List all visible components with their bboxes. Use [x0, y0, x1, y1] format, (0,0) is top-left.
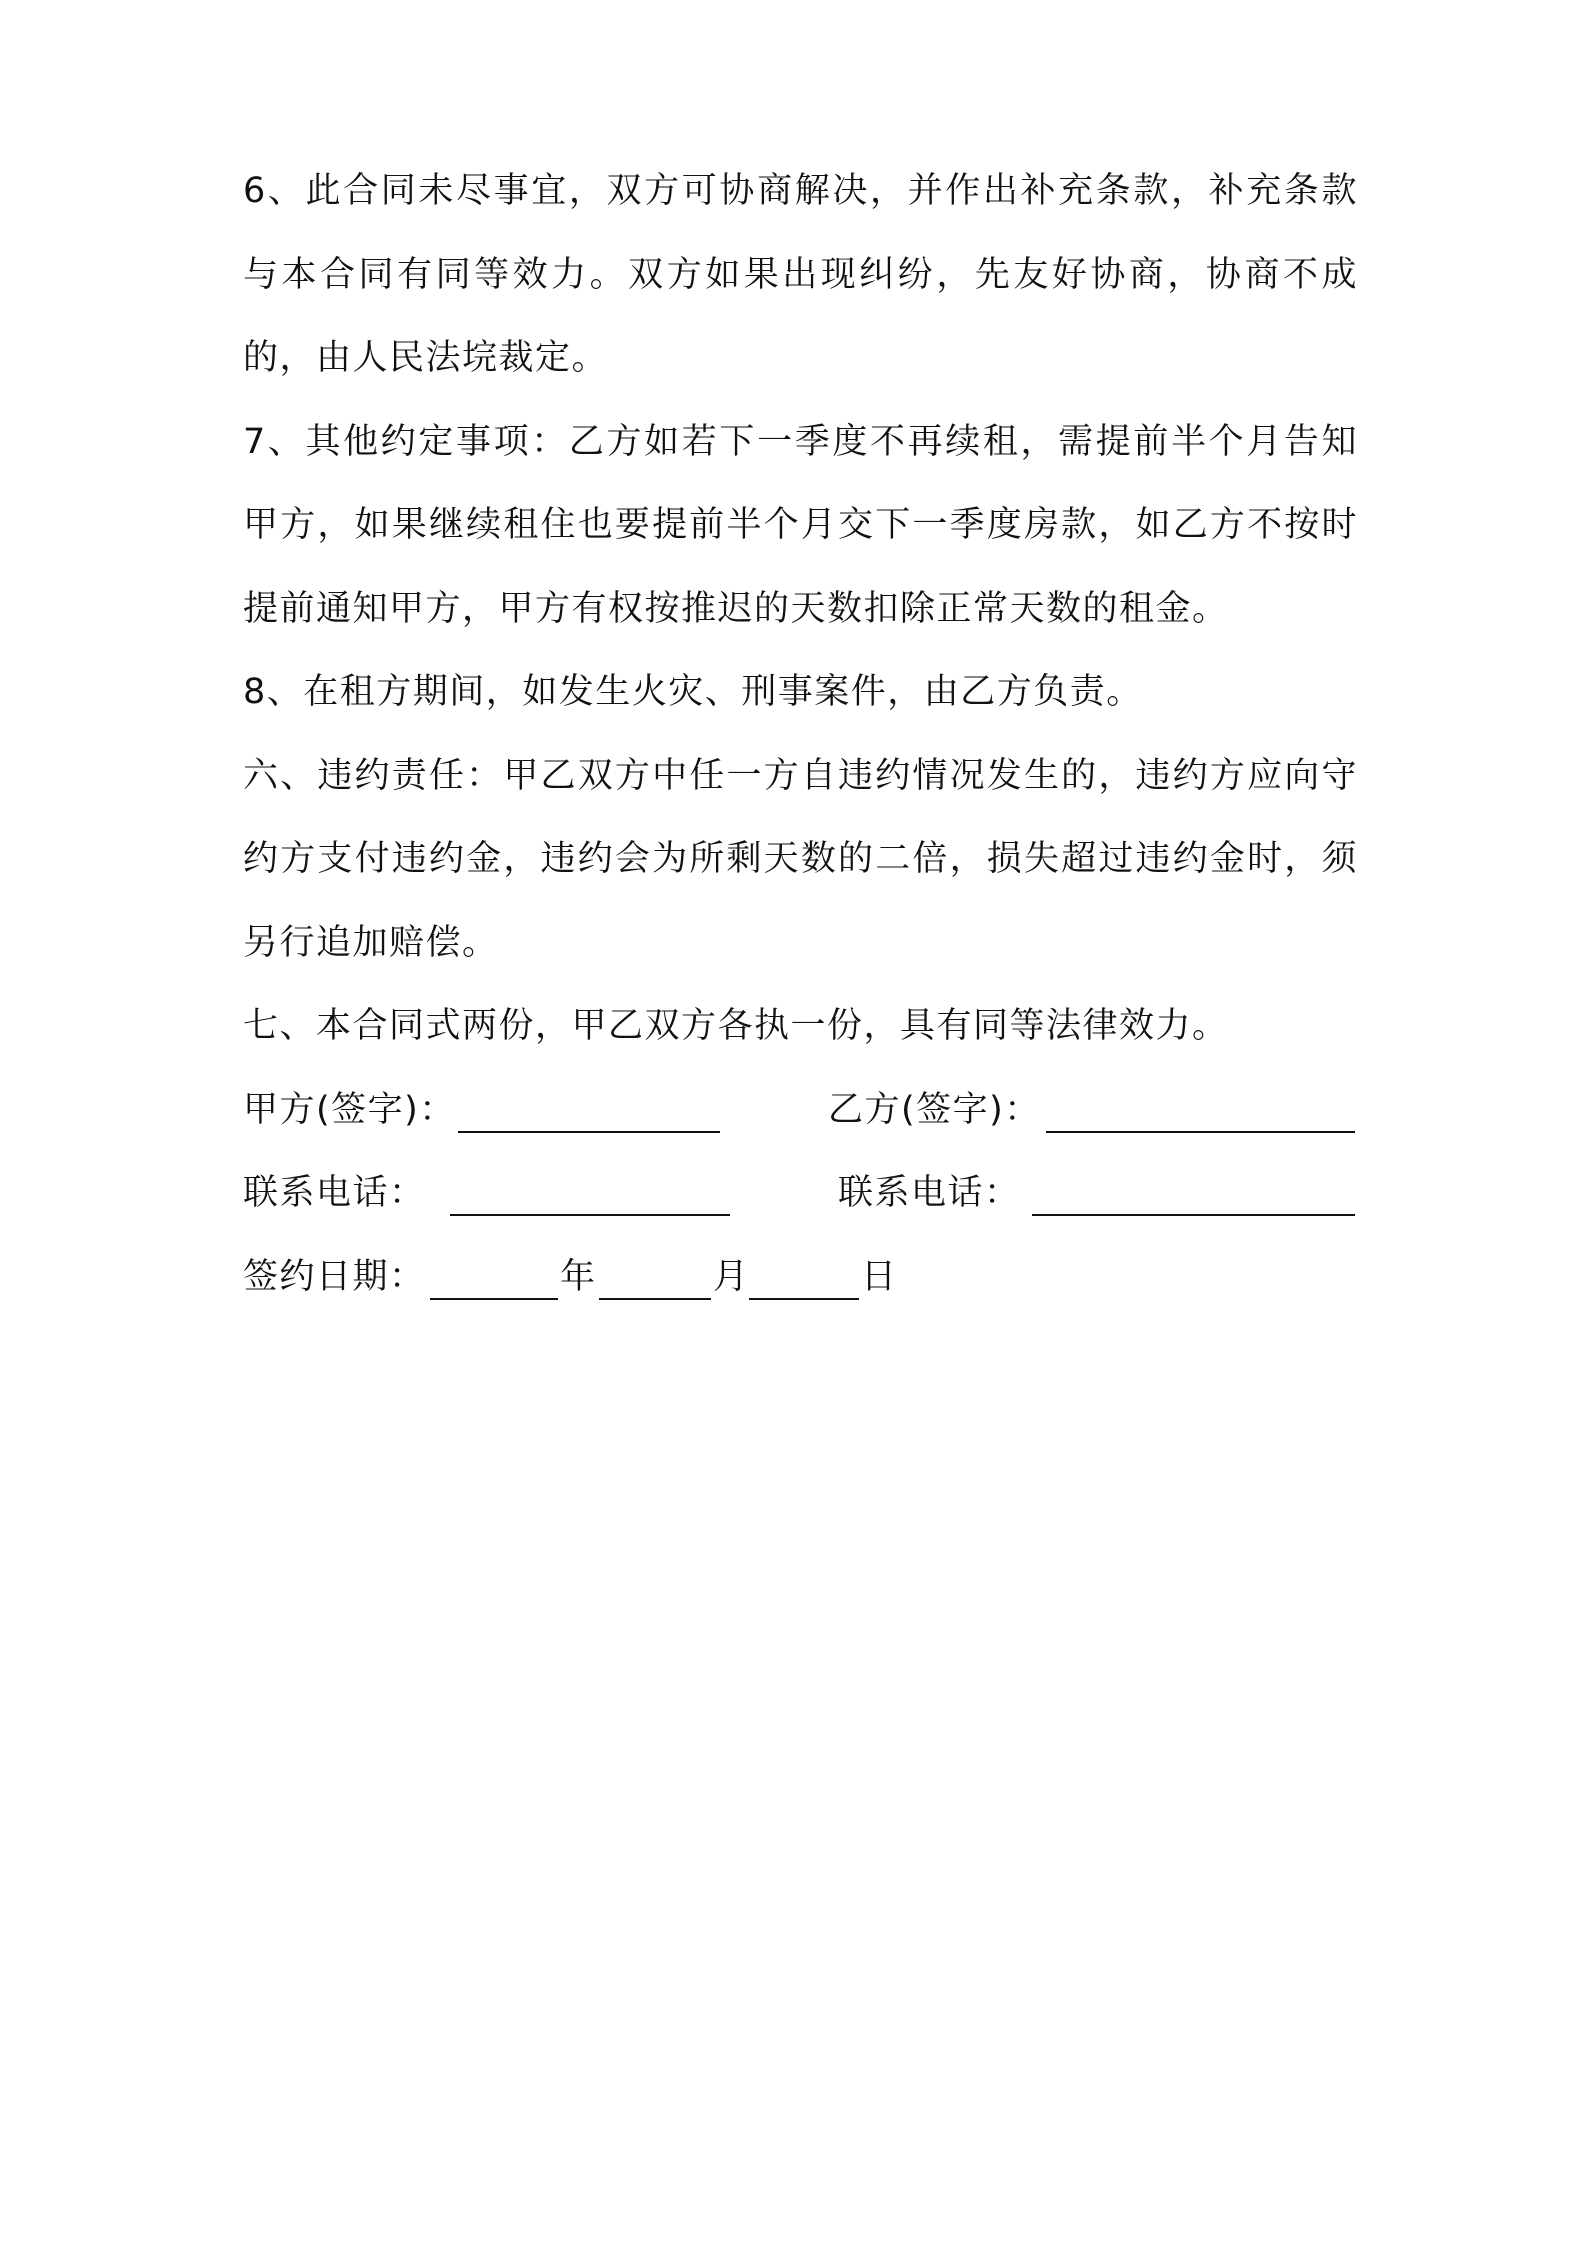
party-b-signature-line[interactable]: [1046, 1131, 1355, 1133]
party-b-phone-label: 联系电话：: [838, 1173, 1021, 1213]
phone-row: [243, 1152, 1358, 1236]
party-a-signature-label: 甲方(签字)：: [243, 1089, 456, 1130]
month-unit: 月: [713, 1256, 750, 1297]
month-line[interactable]: [599, 1298, 711, 1300]
party-a-phone-label: 联系电话：: [243, 1173, 426, 1213]
clause-copies: 七、本合同式两份，甲乙双方各执一份，具有同等法律效力。: [243, 1006, 1229, 1046]
party-a-phone-line[interactable]: [450, 1214, 730, 1216]
year-unit: 年: [560, 1256, 597, 1297]
party-b-phone-line[interactable]: [1032, 1214, 1355, 1216]
party-b-signature-label: 乙方(签字)：: [828, 1089, 1041, 1130]
date-row: [243, 1236, 1358, 1320]
day-unit: 日: [861, 1256, 898, 1297]
party-a-signature-line[interactable]: [458, 1131, 720, 1133]
clause-breach-liability: 六、违约责任：甲乙双方中任一方自违约情况发生的，违约方应向守约方支付违约金，违约会为所剩天数的二倍，损失超过违约金时，须另行追加赔偿。: [243, 755, 1358, 963]
clause-6: 6、此合同未尽事宜，双方可协商解决，并作出补充条款，补充条款与本合同有同等效力。双方如果出现纠纷，先友好协商，协商不成的，由人民法垸裁定。: [243, 171, 1358, 378]
clause-8: 8、在租方期间，如发生火灾、刑事案件，由乙方负责。: [243, 672, 1143, 712]
year-line[interactable]: [430, 1298, 558, 1300]
clause-7: 7、其他约定事项：乙方如若下一季度不再续租，需提前半个月告知甲方，如果继续租住也要提前半个月交下一季度房款，如乙方不按时提前通知甲方，甲方有权按推迟的天数扣除正常天数的租金。: [243, 421, 1358, 629]
signing-date-label: 签约日期：: [243, 1256, 426, 1297]
signature-row: [243, 1069, 1358, 1153]
contract-body: [243, 150, 1358, 1319]
day-line[interactable]: [749, 1298, 859, 1300]
